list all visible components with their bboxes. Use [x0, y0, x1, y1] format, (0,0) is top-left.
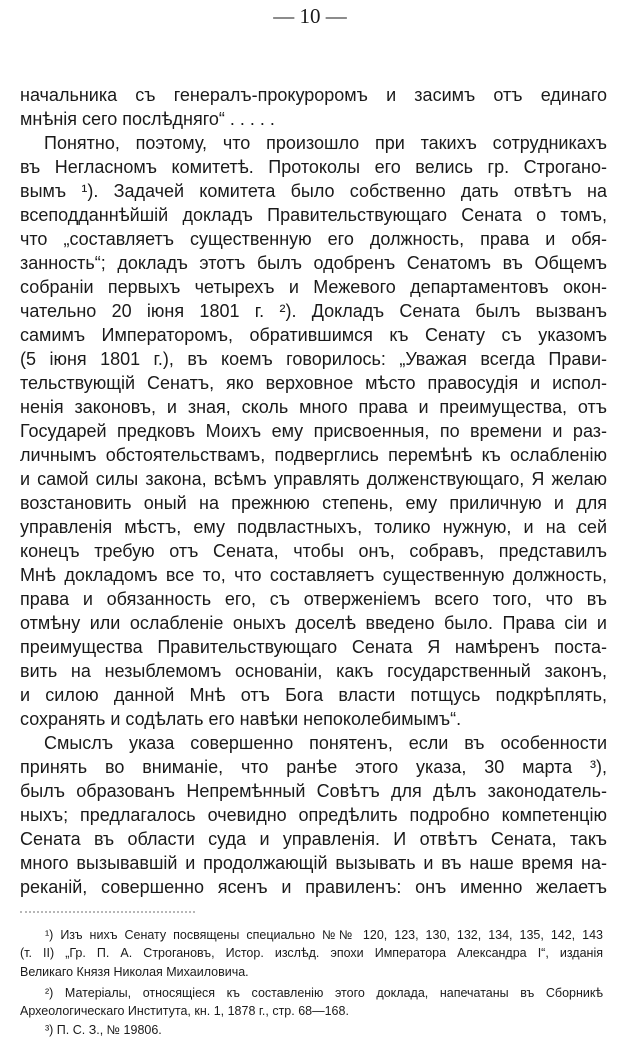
body-line: тельствующій Сенатъ, яко верховное мѣсто правосудія и испол- [20, 373, 607, 393]
body-line: Смыслъ указа совершенно понятенъ, если въ особенности [44, 733, 607, 753]
body-line: вить на незыблемомъ основаніи, какъ государственный законъ, [20, 661, 607, 681]
body-line: возстановить оный на прежнюю степень, ему приличную и для [20, 493, 607, 513]
body-line: права и обязанность его, съ отверженіемъ всего того, что въ [20, 589, 607, 609]
body-line: личнымъ обстоятельствамъ, подверглись перемѣнѣ къ ослабленію [20, 445, 607, 465]
body-line: и силою данной Мнѣ отъ Бога власти потщусь подкрѣплять, [20, 685, 607, 705]
body-line: конецъ требую отъ Сената, чтобы онъ, собравъ, представилъ [20, 541, 607, 561]
footnote-line: ²) Матеріалы, относящіеся къ составленію этого доклада, напечатаны въ Сборникѣ [45, 986, 603, 1000]
body-line: реканій, совершенно ясенъ и правиленъ: онъ именно желаетъ [20, 877, 607, 897]
body-line: Государей предковъ Моихъ ему присвоенныя, по времени и раз- [20, 421, 607, 441]
body-line: самимъ Императоромъ, обратившимся къ Сенату съ указомъ [20, 325, 607, 345]
body-line: Мнѣ докладомъ все то, что составляетъ существенную должность, [20, 565, 607, 585]
body-line: вымъ ¹). Задачей комитета было собственно дать отвѣтъ на [20, 181, 607, 201]
body-line: мнѣнія сего послѣдняго“ . . . . . [20, 109, 275, 129]
body-line: всеподданнѣйшій докладъ Правительствующаго Сената о томъ, [20, 205, 607, 225]
body-line: въ Негласномъ комитетѣ. Протоколы его велись гр. Строгано- [20, 157, 607, 177]
footnote-line: Археологическаго Института, кн. 1, 1878 г., стр. 68—168. [20, 1004, 349, 1018]
body-line: чательно 20 іюня 1801 г. ²). Докладъ Сената былъ вызванъ [20, 301, 607, 321]
footnote-line: Великаго Князя Николая Михаиловича. [20, 965, 249, 979]
body-line: сохранять и содѣлать его навѣки непоколебимымъ“. [20, 709, 462, 729]
body-line: управленія мѣстъ, ему подвластныхъ, толико нужную, и на сей [20, 517, 607, 537]
body-line: былъ образованъ Непремѣнный Совѣтъ для дѣлъ законодатель- [20, 781, 607, 801]
body-line: и самой силы закона, всѣмъ управлять долженствующаго, Я желаю [20, 469, 607, 489]
body-line: что „составляетъ существенную его должность, права и обя- [20, 229, 607, 249]
footnote-line: ¹) Изъ нихъ Сенату посвящены специально №№ 120, 123, 130, 132, 134, 135, 142, 143 [45, 928, 603, 942]
body-line: Понятно, поэтому, что произошло при такихъ сотрудникахъ [44, 133, 607, 153]
body-line: преимущества Правительствующаго Сената Я намѣренъ поста- [20, 637, 607, 657]
footnote-line: ³) П. С. З., № 19806. [45, 1023, 162, 1037]
body-line: Сената въ области суда и управленія. И отвѣтъ Сената, такъ [20, 829, 607, 849]
body-line: ненія законовъ, и зная, сколь много права и преимущества, отъ [20, 397, 607, 417]
body-line: собраніи первыхъ четырехъ и Межевого департаментовъ окон- [20, 277, 607, 297]
body-line: начальника съ генералъ-прокуроромъ и засимъ отъ единаго [20, 85, 607, 105]
body-line: ныхъ; предлагалось очевидно опредѣлить подробно компетенцію [20, 805, 607, 825]
body-line: занность“; докладъ этотъ былъ одобренъ Сенатомъ въ Общемъ [20, 253, 607, 273]
body-line: отмѣну или ослабленіе оныхъ доселѣ введено было. Права сіи и [20, 613, 607, 633]
footnote-line: (т. II) „Гр. П. А. Строгановъ, Истор. изслѣд. эпохи Императора Александра I“, изданія [20, 946, 603, 960]
cut-off-line [20, 911, 195, 916]
body-line: принять во вниманіе, что ранѣе этого указа, 30 марта ³), [20, 757, 607, 777]
body-line: (5 іюня 1801 г.), въ коемъ говорилось: „Уважая всегда Прави- [20, 349, 607, 369]
page-number: — 10 — [273, 4, 347, 28]
body-line: много вызывавшій и продолжающій вызывать и въ наше время на- [20, 853, 607, 873]
